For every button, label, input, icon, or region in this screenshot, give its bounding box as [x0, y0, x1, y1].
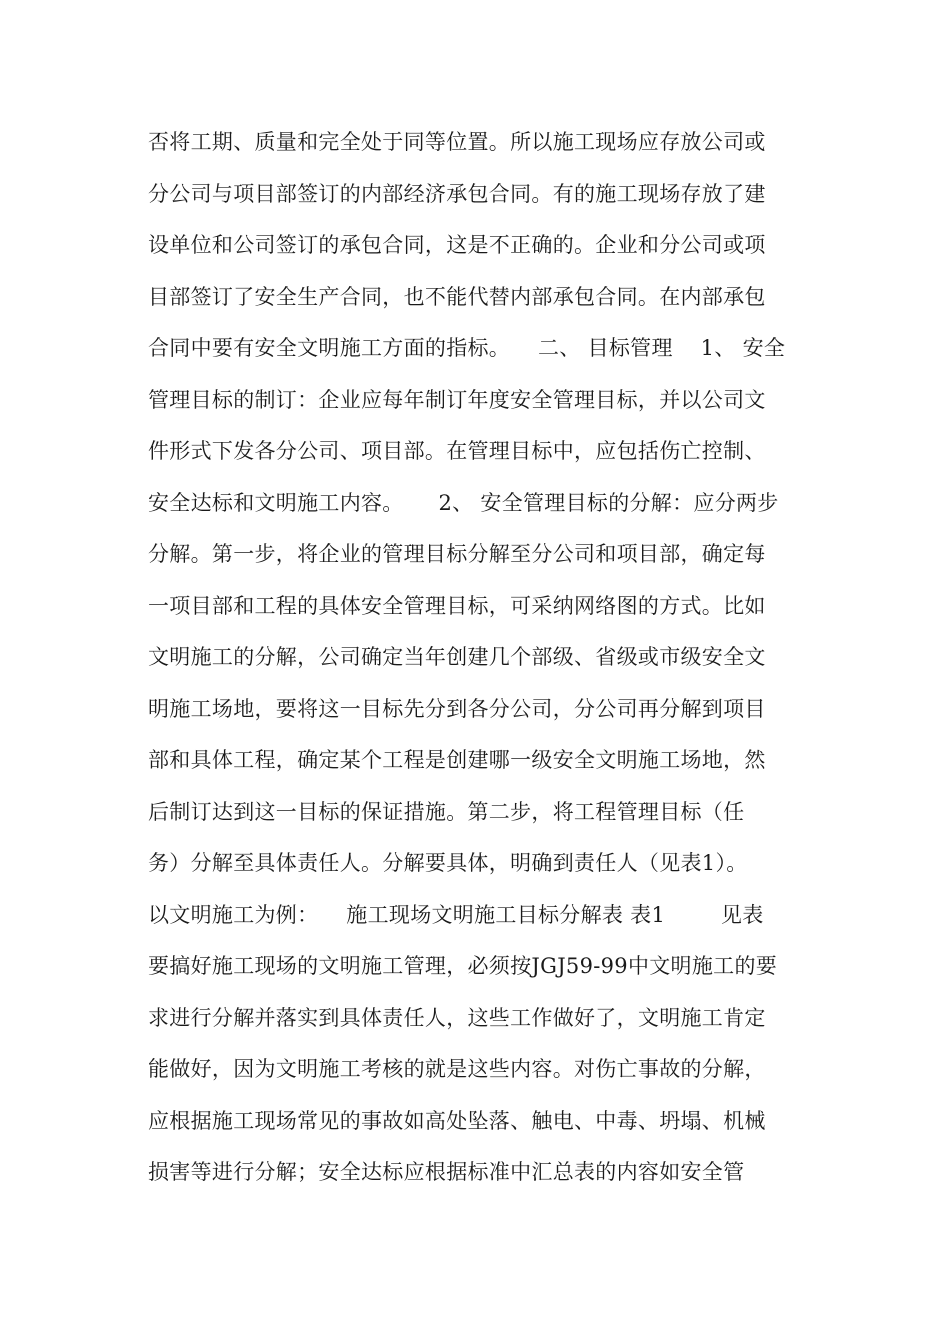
- text-line: 分公司与项目部签订的内部经济承包合同。有的施工现场存放了建: [148, 181, 766, 206]
- text-line: 损害等进行分解；安全达标应根据标准中汇总表的内容如安全管: [148, 1160, 745, 1184]
- text-line: 合同中要有安全文明施工方面的指标。 二、 目标管理 1、 安全: [148, 336, 786, 360]
- text-line: 求进行分解并落实到具体责任人，这些工作做好了，文明施工肯定: [148, 1005, 766, 1030]
- text-line: 文明施工的分解，公司确定当年创建几个部级、省级或市级安全文: [148, 645, 766, 669]
- text-line: 能做好，因为文明施工考核的就是这些内容。对伤亡事故的分解，: [148, 1057, 766, 1081]
- text-line: 安全达标和文明施工内容。 2、 安全管理目标的分解：应分两步: [148, 490, 779, 515]
- text-line: 设单位和公司签订的承包合同，这是不正确的。企业和分公司或项: [148, 233, 766, 257]
- text-line: 件形式下发各分公司、项目部。在管理目标中，应包括伤亡控制、: [148, 439, 766, 463]
- text-line: 以文明施工为例： 施工现场文明施工目标分解表 表1 见表: [148, 902, 764, 927]
- text-line: 部和具体工程，确定某个工程是创建哪一级安全文明施工场地，然: [148, 748, 766, 772]
- text-line: 否将工期、质量和完全处于同等位置。所以施工现场应存放公司或: [148, 130, 766, 154]
- text-line: 目部签订了安全生产合同，也不能代替内部承包合同。在内部承包: [148, 284, 766, 309]
- text-line: 一项目部和工程的具体安全管理目标，可采纳网络图的方式。比如: [148, 593, 766, 618]
- text-line: 务）分解至具体责任人。分解要具体，明确到责任人（见表1）。: [148, 851, 748, 875]
- text-line: 分解。第一步，将企业的管理目标分解至分公司和项目部，确定每: [148, 542, 766, 566]
- text-line: 应根据施工现场常见的事故如高处坠落、触电、中毒、坍塌、机械: [148, 1108, 766, 1133]
- body-text: [148, 117, 808, 1199]
- text-line: 后制订达到这一目标的保证措施。第二步，将工程管理目标（任: [148, 799, 745, 824]
- text-line: 要搞好施工现场的文明施工管理，必须按JGJ59-99中文明施工的要: [148, 954, 778, 978]
- text-line: 管理目标的制订：企业应每年制订年度安全管理目标，并以公司文: [148, 387, 766, 412]
- text-line: 明施工场地，要将这一目标先分到各分公司，分公司再分解到项目: [148, 696, 766, 721]
